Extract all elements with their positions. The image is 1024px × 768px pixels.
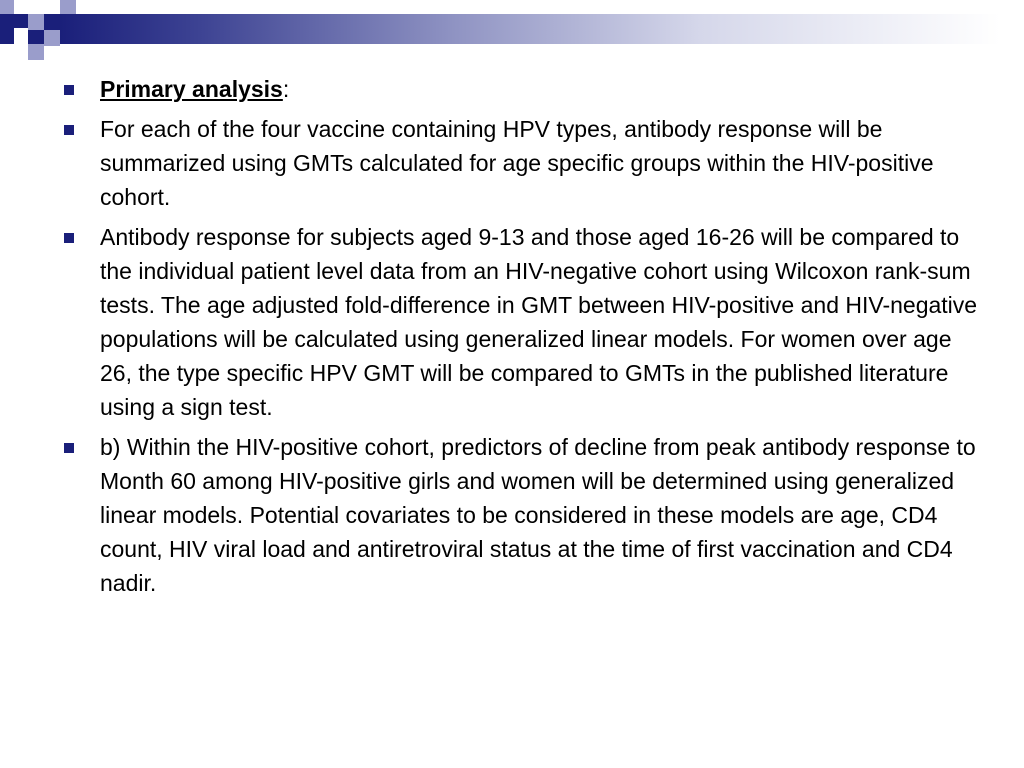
bullet-heading-suffix: :: [282, 76, 290, 102]
bullet-text: Antibody response for subjects aged 9-13 and those aged 16-26 will be compared to the individual patient level data from an HIV-negative cohort using Wilcoxon rank-sum tests. The age adjusted fold-difference in GMT between HIV-positive and HIV-negative populations will be calculated using generalized linear models. For women over age 26, the type specific HPV GMT will be compared to GMTs in the published literature using a sign test.: [100, 224, 978, 420]
corner-square-dark: [14, 14, 28, 28]
bullet-item-primary-analysis: [62, 72, 982, 106]
bullet-heading: Primary analysis: [100, 76, 283, 102]
bullet-list: [62, 72, 982, 606]
corner-square-dark: [44, 14, 60, 30]
corner-square-light: [0, 0, 14, 14]
bullet-item: [62, 430, 982, 600]
corner-square-white: [44, 0, 60, 14]
corner-square-white: [14, 28, 28, 44]
bullet-square-icon: [64, 125, 74, 135]
bullet-text: For each of the four vaccine containing HPV types, antibody response will be summarized using GMTs calculated for age specific groups within the HIV-positive cohort.: [100, 116, 934, 210]
bullet-square-icon: [64, 443, 74, 453]
corner-square-light: [44, 30, 60, 46]
bullet-square-icon: [64, 233, 74, 243]
bullet-text: b) Within the HIV-positive cohort, predictors of decline from peak antibody response to Month 60 among HIV-positive girls and women will be determined using generalized linear models. Potential covariates to be considered in these models are age, CD4 count, HIV viral load and antiretroviral status at the time of first vaccination and CD4 nadir.: [100, 434, 976, 596]
corner-square-light: [28, 14, 44, 30]
bullet-item: [62, 112, 982, 214]
bullet-item: [62, 220, 982, 424]
corner-square-light: [60, 0, 76, 14]
header-gradient-band: [0, 14, 1024, 44]
corner-square-light: [28, 44, 44, 60]
bullet-square-icon: [64, 85, 74, 95]
